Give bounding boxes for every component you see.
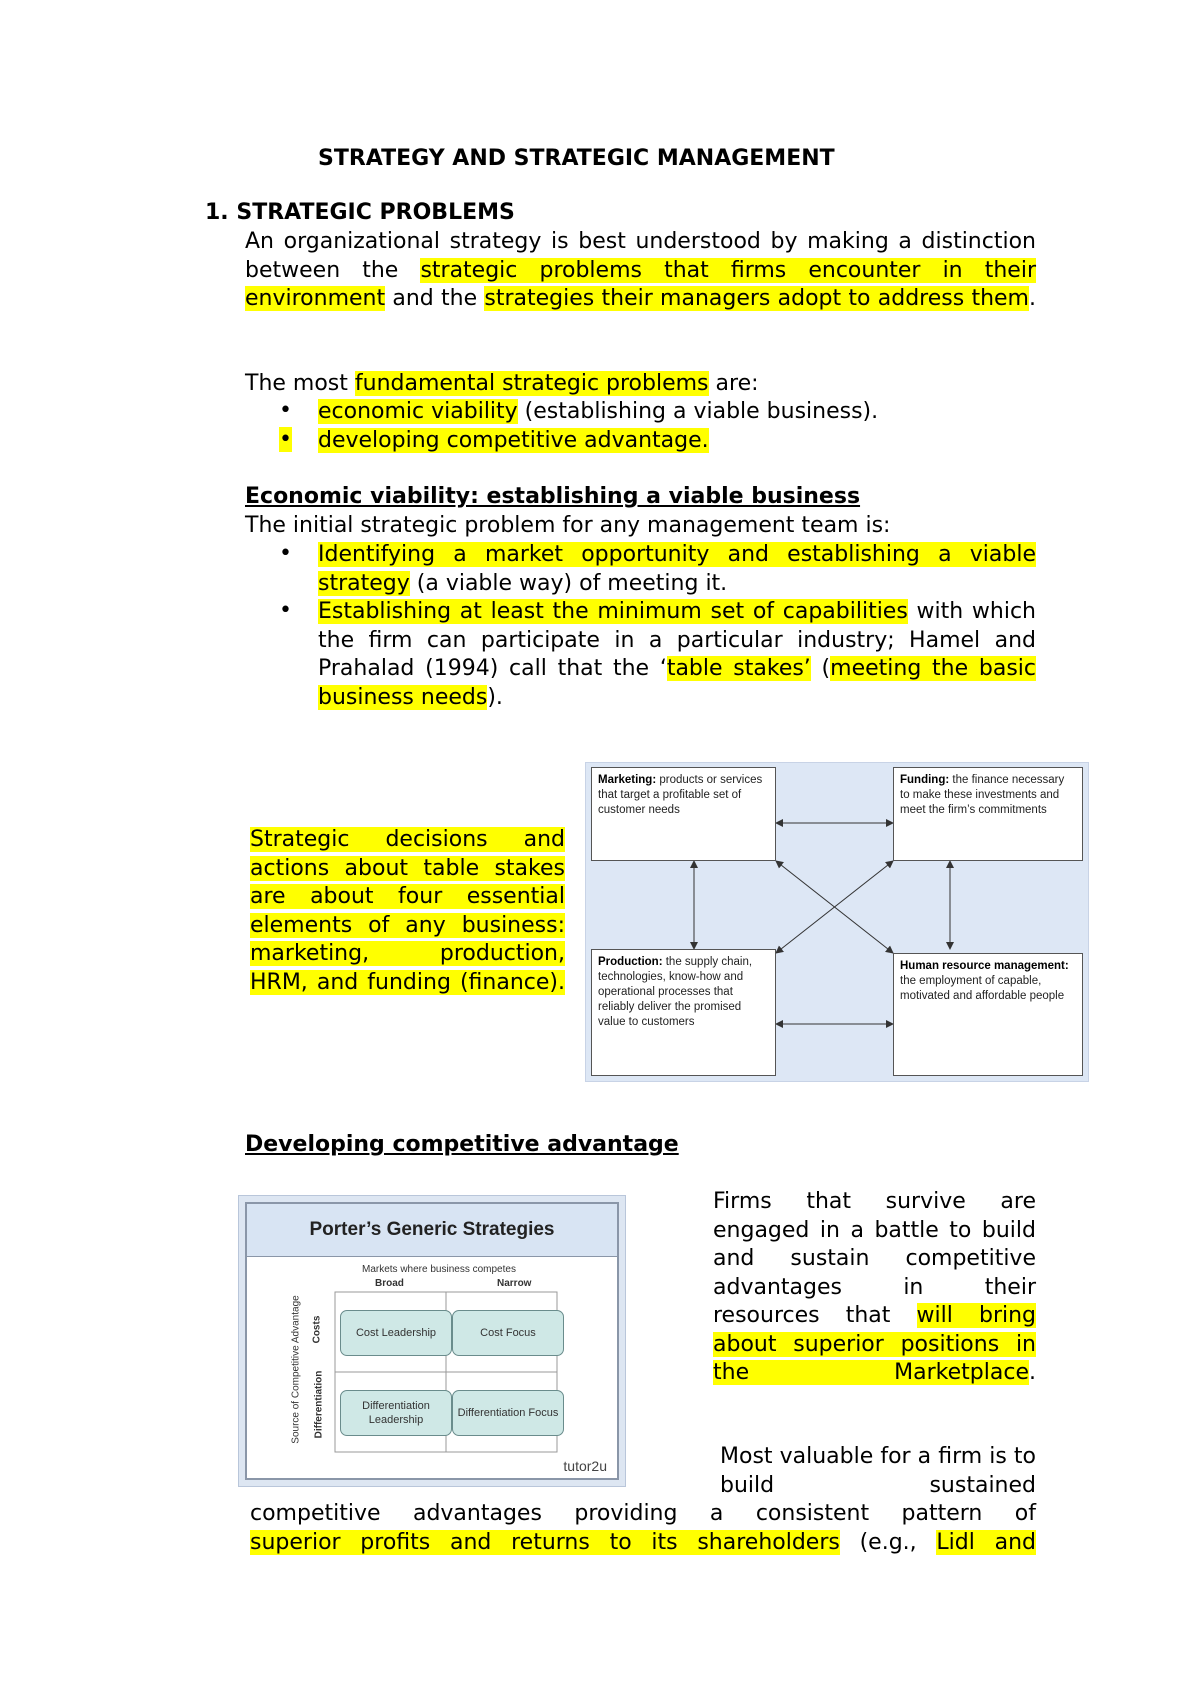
bullet-dot: • bbox=[279, 427, 292, 452]
cost-focus-cell: Cost Focus bbox=[452, 1310, 564, 1356]
four-elements-diagram bbox=[585, 762, 1089, 1082]
bullet-dot: • bbox=[279, 541, 292, 566]
basic-needs-highlight: meeting the basic business needs bbox=[318, 656, 1036, 710]
intro-highlight-1: strategic problems that firms encounter in their environment bbox=[245, 257, 1036, 311]
bullet-item bbox=[318, 398, 878, 427]
production-text: the supply chain, technologies, know-how and operational processes that reliably deliver the promised value to customers bbox=[598, 956, 753, 1028]
porter-costs-label: Costs bbox=[311, 1315, 323, 1344]
differentiation-focus-cell: Differentiation Focus bbox=[452, 1390, 564, 1436]
competitive-text-end: . bbox=[1029, 1360, 1036, 1385]
table-stakes-highlight: table stakes’ bbox=[666, 656, 811, 681]
hrm-label: Human resource management: bbox=[900, 960, 1069, 972]
fundamental-text: The most bbox=[245, 371, 355, 396]
marketing-label: Marketing: bbox=[598, 774, 657, 786]
porter-frame bbox=[245, 1202, 619, 1480]
intro-text-3: . bbox=[1029, 286, 1036, 311]
economic-bullet-2-text: with which the firm can participate in a particular industry; Hamel and Prahalad (1994) call that the ‘ bbox=[318, 599, 1037, 681]
lidl-highlight: Lidl and bbox=[936, 1529, 1036, 1555]
porter-differentiation-label: Differentiation bbox=[313, 1370, 325, 1439]
section-title: STRATEGIC PROBLEMS bbox=[236, 200, 515, 225]
competitive-paragraph-2b bbox=[250, 1500, 1036, 1557]
differentiation-leadership-cell: Differentiation Leadership bbox=[340, 1390, 452, 1436]
bullet-highlight: developing competitive advantage. bbox=[318, 428, 709, 453]
competitive-heading: Developing competitive advantage bbox=[245, 1132, 679, 1157]
porter-generic-strategies-image bbox=[238, 1195, 626, 1487]
economic-bullet-2-text-2: ( bbox=[810, 656, 831, 681]
economic-bullet-2-text-3: ). bbox=[487, 684, 503, 710]
intro-highlight-2: strategies their managers adopt to address them bbox=[484, 286, 1029, 311]
economic-bullet-1 bbox=[318, 541, 1036, 598]
cost-leadership-cell: Cost Leadership bbox=[340, 1310, 452, 1356]
intro-text: An organizational strategy is best understood by making a distinction between the bbox=[245, 229, 1036, 283]
porter-source-label: Source of Competitive Advantage bbox=[290, 1295, 302, 1444]
porter-broad-label: Broad bbox=[375, 1278, 404, 1289]
funding-text: the finance necessary to make these investments and meet the firm’s commitments bbox=[900, 774, 1065, 816]
section-heading bbox=[205, 200, 515, 225]
bullet-dot: • bbox=[279, 398, 292, 423]
production-label: Production: bbox=[598, 956, 663, 968]
economic-bullet-2 bbox=[318, 598, 1036, 712]
competitive-paragraph-1 bbox=[713, 1188, 1036, 1388]
competitive-highlight: will bring about superior positions in the Marketplace bbox=[713, 1303, 1037, 1385]
porter-title: Porter’s Generic Strategies bbox=[247, 1204, 617, 1257]
side-note bbox=[250, 826, 565, 997]
hrm-text: the employment of capable, motivated and affordable people bbox=[900, 975, 1065, 1002]
fundamental-lead bbox=[245, 370, 759, 399]
funding-label: Funding: bbox=[900, 774, 950, 786]
funding-box bbox=[893, 767, 1083, 861]
porter-markets-label: Markets where business competes bbox=[362, 1264, 516, 1275]
intro-text-2: and the bbox=[385, 286, 485, 311]
marketing-box bbox=[591, 767, 776, 861]
bullet-dot: • bbox=[279, 598, 292, 623]
competitive-para2-text: (e.g., bbox=[839, 1529, 937, 1555]
tutor2u-logo: tutor2u bbox=[563, 1458, 607, 1474]
bullet-item bbox=[318, 427, 709, 456]
page-title: STRATEGY AND STRATEGIC MANAGEMENT bbox=[318, 146, 835, 171]
competitive-para2-line: competitive advantages providing a consistent pattern of bbox=[250, 1501, 1036, 1526]
fundamental-text-2: are: bbox=[708, 371, 759, 396]
economic-bullet-1-text: (a viable way) of meeting it. bbox=[409, 570, 728, 596]
competitive-paragraph-2a bbox=[720, 1443, 1036, 1500]
intro-paragraph bbox=[245, 228, 1036, 314]
competitive-text: Firms that survive are engaged in a battle to build and sustain competitive advantages in their resources that bbox=[713, 1189, 1036, 1328]
economic-bullet-1-highlight: Identifying a market opportunity and establishing a viable strategy bbox=[318, 542, 1036, 596]
competitive-para2-line2 bbox=[250, 1529, 1036, 1558]
hrm-box bbox=[893, 953, 1083, 1076]
economic-heading: Economic viability: establishing a viable business bbox=[245, 484, 861, 509]
superior-profits-highlight: superior profits and returns to its shareholders bbox=[250, 1529, 840, 1555]
section-number: 1. bbox=[205, 200, 229, 225]
fundamental-highlight: fundamental strategic problems bbox=[354, 371, 709, 396]
bullet-text: (establishing a viable business). bbox=[517, 399, 879, 424]
competitive-para2-start: Most valuable for a firm is to build sustained bbox=[720, 1444, 1036, 1498]
marketing-text: products or services that target a profitable set of customer needs bbox=[598, 774, 763, 816]
bullet-highlight: economic viability bbox=[318, 399, 518, 424]
production-box bbox=[591, 949, 776, 1076]
porter-narrow-label: Narrow bbox=[497, 1278, 532, 1289]
economic-lead: The initial strategic problem for any management team is: bbox=[245, 513, 891, 538]
side-note-text: Strategic decisions and actions about table stakes are about four essential elements of any business: marketing, production, HRM, and funding (finance). bbox=[250, 827, 565, 995]
economic-bullet-2-highlight: Establishing at least the minimum set of capabilities bbox=[318, 599, 908, 624]
